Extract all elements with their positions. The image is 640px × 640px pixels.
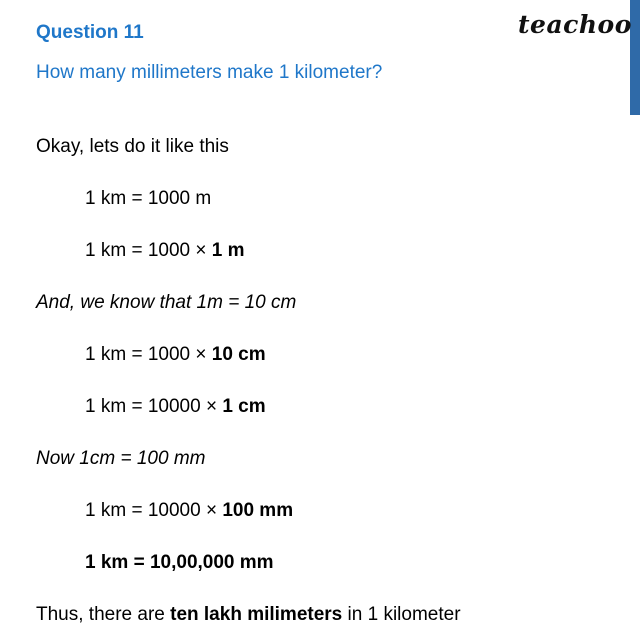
step-4-prefix: 1 km = 10000 ×: [85, 396, 223, 417]
fact-2: Now 1cm = 100 mm: [36, 448, 206, 469]
step-5-prefix: 1 km = 10000 ×: [85, 500, 223, 521]
conclusion-bold: ten lakh milimeters: [170, 604, 343, 625]
conclusion: [36, 603, 461, 627]
question-label: Question 11: [36, 22, 144, 43]
fact-1: And, we know that 1m = 10 cm: [36, 292, 297, 313]
teachoo-logo: teachoo: [518, 10, 632, 39]
question-text: How many millimeters make 1 kilometer?: [36, 62, 383, 83]
step-2-bold: 1 m: [211, 240, 245, 261]
conclusion-prefix: Thus, there are: [36, 604, 171, 625]
step-3-bold: 10 cm: [211, 344, 266, 365]
scrollbar[interactable]: [630, 0, 640, 640]
step-1: 1 km = 1000 m: [85, 188, 212, 209]
step-5-bold: 100 mm: [222, 500, 294, 521]
result: 1 km = 10,00,000 mm: [85, 552, 274, 573]
step-3: [85, 343, 266, 367]
step-4-bold: 1 cm: [222, 396, 266, 417]
step-5: [85, 499, 293, 523]
conclusion-suffix: in 1 kilometer: [342, 604, 461, 625]
step-2: [85, 239, 245, 263]
intro-text: Okay, lets do it like this: [36, 136, 229, 157]
step-2-prefix: 1 km = 1000 ×: [85, 240, 212, 261]
step-4: [85, 395, 266, 419]
step-3-prefix: 1 km = 1000 ×: [85, 344, 212, 365]
